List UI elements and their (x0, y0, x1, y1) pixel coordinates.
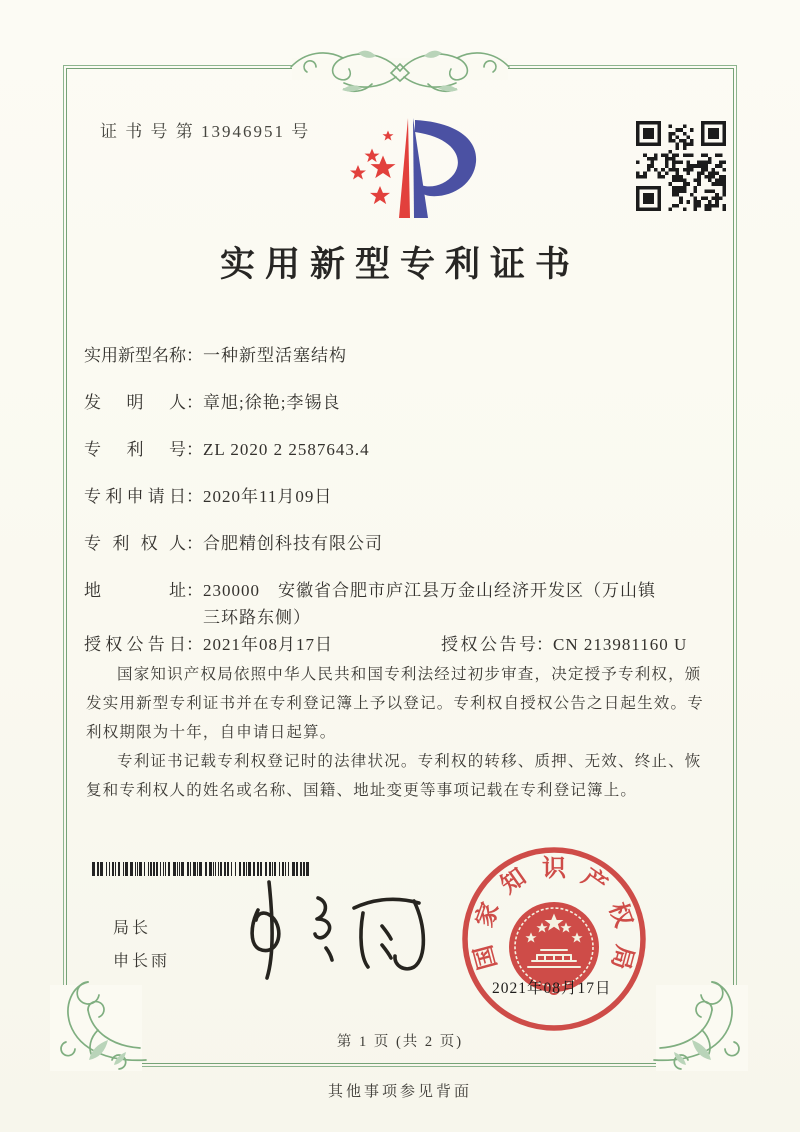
field-value: 一种新型活塞结构 (203, 346, 347, 365)
seal-char: 局 (605, 942, 638, 973)
field-value: 2021年08月17日 (203, 635, 333, 654)
signer-title: 局长 (113, 920, 152, 937)
back-side-note: 其他事项参见背面 (327, 1084, 472, 1100)
field-row (84, 483, 724, 510)
field-list (84, 342, 724, 678)
field-colon: ： (536, 635, 553, 654)
seal-char: 识 (542, 856, 566, 882)
field-colon: ： (186, 581, 203, 600)
seal-char: 国 (470, 942, 503, 973)
field-colon: ： (186, 635, 203, 654)
signature (230, 868, 452, 988)
field-label: 专利号 (84, 440, 186, 459)
legal-paragraph-1: 国家知识产权局依照中华人民共和国专利法经过初步审查，决定授予专利权，颁发实用新型专利证书并在专利登记簿上予以登记。专利权自授权公告之日起生效。专利权期限为十年，自申请日起算。 (86, 666, 704, 741)
field-value: CN 213981160 U (553, 635, 688, 654)
field-colon: ： (186, 393, 203, 412)
seal-char: 知 (496, 864, 532, 900)
seal-char: 权 (603, 899, 637, 931)
field-value (203, 577, 724, 631)
legal-text (86, 660, 718, 805)
frame-patch-top (292, 58, 508, 80)
field-label: 专利权人 (84, 534, 186, 553)
field-label: 授权公告日 (84, 635, 186, 654)
field-colon: ： (186, 440, 203, 459)
address-line-2: 三环路东侧） (203, 608, 311, 627)
field-colon: ： (186, 346, 203, 365)
field-label: 地址 (84, 581, 186, 600)
field-label: 发明人 (84, 393, 186, 412)
field-label: 专利申请日 (84, 487, 186, 506)
field-value: 2020年11月09日 (203, 487, 333, 506)
certificate-title: 实用新型专利证书 (219, 245, 580, 284)
field-label: 授权公告号 (441, 635, 536, 654)
qr-code (636, 121, 726, 211)
seal-char: 产 (576, 864, 612, 900)
field-row (84, 389, 724, 416)
field-colon: ： (186, 487, 203, 506)
field-row (84, 436, 724, 463)
frame-patch-bottom-left (50, 985, 142, 1071)
field-row (84, 530, 724, 557)
address-line-1: 230000 安徽省合肥市庐江县万金山经济开发区（万山镇 (203, 581, 656, 600)
legal-paragraph-2: 专利证书记载专利权登记时的法律状况。专利权的转移、质押、无效、终止、恢复和专利权人的姓名或名称、国籍、地址变更等事项记载在专利登记簿上。 (86, 753, 702, 799)
official-seal (458, 843, 650, 1035)
certificate-number: 证 书 号 第 13946951 号 (100, 122, 311, 141)
page-number: 第 1 页 (共 2 页) (336, 1034, 464, 1050)
grant-number-group (441, 631, 687, 658)
cnipa-logo-icon (336, 110, 486, 228)
field-row-address (84, 577, 724, 631)
seal-date: 2021年08月17日 (492, 980, 612, 997)
field-value: 章旭;徐艳;李锡良 (203, 393, 341, 412)
field-row (84, 342, 724, 369)
field-colon: ： (186, 534, 203, 553)
seal-char: 家 (471, 899, 505, 931)
field-label: 实用新型名称 (84, 346, 186, 365)
signer-block (113, 912, 170, 978)
field-value: 合肥精创科技有限公司 (203, 534, 383, 553)
field-value: ZL 2020 2 2587643.4 (203, 440, 370, 459)
frame-patch-bottom-right (656, 985, 748, 1071)
field-row-grant (84, 631, 724, 658)
signer-name: 申长雨 (113, 953, 171, 970)
